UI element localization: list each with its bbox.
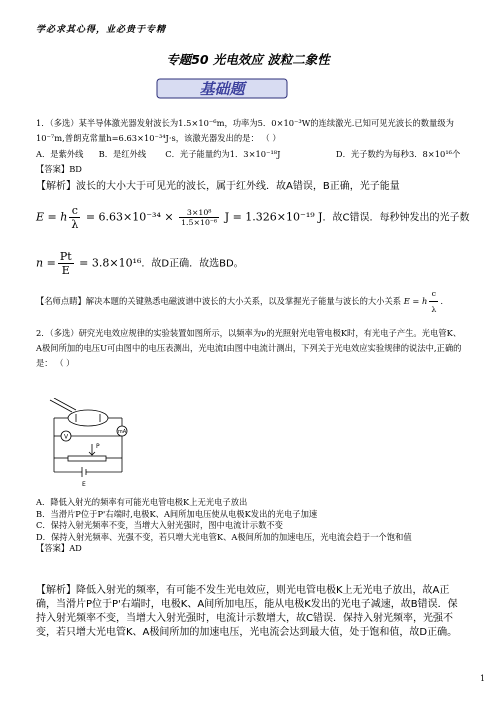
svg-text:基础题: 基础题 (199, 80, 245, 98)
question-1-stem (36, 116, 456, 146)
q1-option-a: A．是紫外线 (36, 149, 84, 159)
svg-text:mA: mA (117, 429, 127, 435)
formula1-frac-den: λ (71, 218, 79, 231)
page-number: 1 (480, 674, 486, 683)
formula2-tail: ．故D正确．故选BD。 (141, 258, 244, 270)
formula1-frac2-den: 1.5×10⁻⁶ (181, 218, 218, 227)
q2-answer: 【答案】AD (36, 543, 82, 553)
q1-formula-photon-count (36, 250, 476, 277)
q1-analysis-line1: 【解析】波长的大小大于可见光的波长，属于红外线．故A错误，B正确，光子能量 (36, 181, 400, 192)
formula1-tail: ．故C错误．每秒钟发出的光子数 (322, 212, 470, 224)
q2-choice-b: B．当滑片P位于P'右端时,电极K、A间所加电压使从电极K发出的光电子加速 (36, 508, 318, 519)
formula1-frac-num: c (69, 204, 80, 218)
q2-choices (36, 497, 476, 555)
q1-options (36, 148, 476, 160)
page-title: 专题50 光电效应 波粒二象性 (166, 52, 330, 67)
header-motto: 学必求其心得，业必贵于专精 (36, 25, 167, 35)
q1-stem-line2: 10⁻⁷m,普朗克常量h=6.63×10⁻³⁴J·s，该激光器发出的是： （ ） (36, 133, 281, 143)
formula2-rhs: = 3.8×10¹⁶ (79, 256, 142, 270)
banner-basic-questions (156, 77, 288, 100)
svg-text:P: P (96, 443, 100, 450)
formula1-rhs: J = 1.326×10⁻¹⁹ J (224, 210, 323, 224)
q2-analysis: 【解析】降低入射光的频率，有可能不发生光电效应，则光电管电极K上无光电子放出，故A正确，当滑片P位于P'右端时，电极K、A间所加电压，能从电极K发出的光电子减速，故B错误．保持入射光频率不变，当增大入射光强时，电流计示数增大，故C错误．保持入射光频率，光强不变，若只增大光电管K、A极间所加的加速电压，光电流会达到最大值，处于饱和值，故D正确。 (36, 585, 458, 638)
q1-answer: 【答案】BD (36, 164, 82, 174)
q2-choice-d: D．保持入射光频率、光强不变，若只增大光电管K、A极间所加的加速电压，光电流会趋于一个饱和值 (36, 531, 412, 542)
formula1-frac2-num: 3×10⁸ (179, 208, 219, 218)
q1-tip-formula: E = h (403, 296, 428, 306)
formula1-lhs: E = h (36, 210, 68, 224)
q1-option-b: B．是红外线 (98, 149, 147, 159)
tip-frac-num: c (429, 286, 438, 302)
q1-stem-line1: 1．（多选）某半导体激光器发射波长为1.5×10⁻⁶m，功率为5．0×10⁻³W的连续激光.已知可见光波长的数量级为 (36, 118, 454, 128)
q1-formula-energy (36, 204, 476, 231)
formula2-frac-num: Pt (59, 250, 72, 263)
svg-text:E: E (82, 481, 86, 488)
question-2-stem: 2．（多选）研究光电效应规律的实验装置如图所示，以频率为ν的光照射光电管电极K时，有光电子产生。光电管K、A极间所加的电压U可由图中的电压表测出，光电流I由图中电流计测出，下列关于光电效应实验规律的说法中,正确的是： （ ） (36, 328, 462, 368)
photo-tube (68, 410, 108, 426)
q1-tip: 【名师点睛】解决本题的关键熟悉电磁波谱中波长的大小关系，以及掌握光子能量与波长的大小关系 E = h $\frac{c}{\lambda}$ . (36, 286, 476, 317)
formula2-lhs: n = (36, 256, 56, 270)
rheostat (68, 456, 106, 461)
q2-choice-a: A．降低入射光的频率有可能光电管电极K上无光电子放出 (36, 497, 248, 507)
q1-tip-text: 【名师点睛】解决本题的关键熟悉电磁波谱中波长的大小关系，以及掌握光子能量与波长的大小关系 (36, 296, 402, 306)
formula2-frac-den: E (61, 264, 70, 277)
photoelectric-circuit-diagram (44, 398, 140, 492)
formula1-mid: = 6.63×10⁻³⁴ × (85, 210, 174, 224)
q2-choice-c: C．保持入射光频率不变，当增大入射光强时，图中电流计示数不变 (36, 520, 283, 530)
q1-option-d: D．光子数约为每秒3．8×10¹⁶个 (335, 149, 461, 159)
svg-text:V: V (63, 433, 69, 441)
q1-option-c: C．光子能量约为1．3×10⁻¹⁸J (165, 149, 281, 159)
tip-frac-den: λ (431, 305, 437, 314)
